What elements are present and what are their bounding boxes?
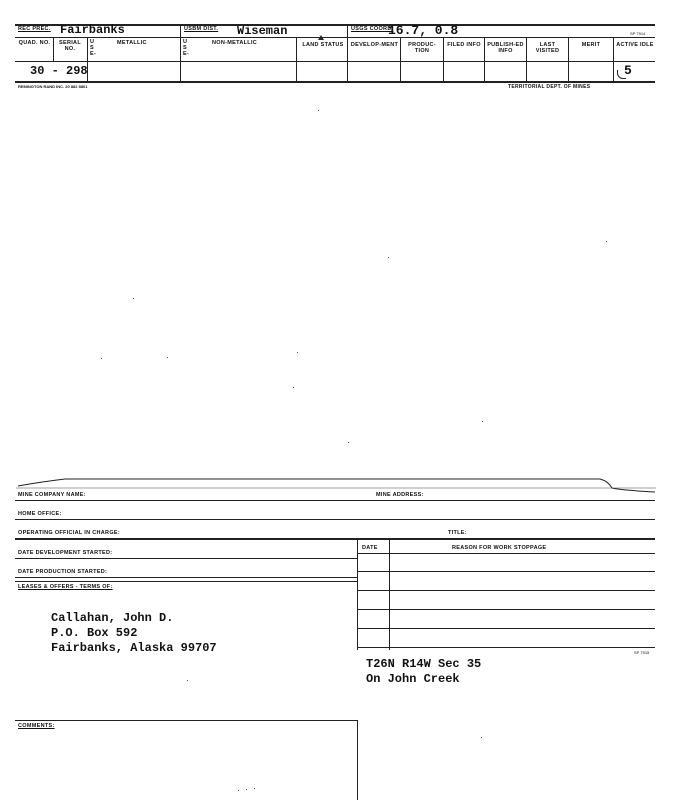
date-production-started-label: DATE PRODUCTION STARTED: <box>18 569 108 575</box>
merit-label: MERIT <box>581 42 601 48</box>
printer-line: REMINGTON RAND INC. 20 882 8801 <box>18 84 88 89</box>
non-metallic-label: NON-METALLIC <box>212 40 258 46</box>
development-label: DEVELOP-MENT <box>350 42 399 48</box>
form-number-bottom: SP 7915 <box>634 650 650 655</box>
rec-prec-label: REC PREC. <box>18 26 51 32</box>
speck <box>481 737 482 738</box>
speck <box>133 298 134 299</box>
quad-serial-value: 30 - 298 <box>30 64 88 78</box>
use-letters-metallic: U S E- <box>90 39 97 57</box>
location-line: On John Creek <box>366 672 460 686</box>
active-idle-mark: 5 <box>624 63 632 78</box>
last-visited-label: LAST VISITED <box>535 42 560 54</box>
speck <box>167 357 168 358</box>
owner-line: P.O. Box 592 <box>51 626 138 640</box>
metallic-label: METALLIC <box>117 40 147 46</box>
home-office-label: HOME OFFICE: <box>18 511 62 517</box>
usbm-dist-value: Wiseman <box>237 24 288 38</box>
form-number-top: SP 7914 <box>630 31 646 36</box>
location-block <box>366 657 481 687</box>
speck <box>254 788 255 789</box>
serial-no-label: SERIAL NO. <box>59 40 81 52</box>
active-idle-label: ACTIVE IDLE <box>616 42 654 48</box>
date-development-started-label: DATE DEVELOPMENT STARTED: <box>18 550 113 556</box>
quad-no-label: QUAD. NO. <box>18 40 51 46</box>
production-label: PRODUC-TION <box>408 42 436 54</box>
usgs-coord-value: 16.7, 0.8 <box>388 23 459 38</box>
location-line: T26N R14W Sec 35 <box>366 657 482 671</box>
reason-column-label: REASON FOR WORK STOPPAGE <box>452 545 547 551</box>
speck <box>246 789 247 790</box>
published-info-label: PUBLISH-ED INFO <box>487 42 524 54</box>
dept-line: TERRITORIAL DEPT. OF MINES <box>508 84 591 90</box>
date-column-label: DATE <box>362 545 378 551</box>
comments-label: COMMENTS: <box>18 723 55 729</box>
speck <box>348 442 349 443</box>
speck <box>318 110 319 111</box>
use-letters-nonmetallic: U S E- <box>183 39 190 57</box>
filed-info-label: FILED INFO <box>447 42 481 48</box>
operating-official-label: OPERATING OFFICIAL IN CHARGE: <box>18 530 120 536</box>
rec-prec-value: Fairbanks <box>60 23 125 37</box>
land-status-arrow-mark <box>318 35 324 40</box>
speck <box>238 790 239 791</box>
owner-line: Fairbanks, Alaska 99707 <box>51 641 217 655</box>
mine-address-label: MINE ADDRESS: <box>376 492 424 498</box>
speck <box>101 358 102 359</box>
speck <box>187 680 188 681</box>
speck <box>482 421 483 422</box>
speck <box>606 241 607 242</box>
active-idle-pen-mark <box>617 70 626 79</box>
speck <box>297 352 298 353</box>
owner-address-block <box>51 611 217 656</box>
owner-line: Callahan, John D. <box>51 611 174 625</box>
speck <box>293 387 294 388</box>
usgs-coord-label: USGS COORD. <box>351 26 394 32</box>
land-status-label: LAND STATUS <box>302 42 344 48</box>
usbm-dist-label: USBM DIST. <box>184 26 219 32</box>
title-label: TITLE: <box>448 530 467 536</box>
mine-company-label: MINE COMPANY NAME: <box>18 492 86 498</box>
speck <box>388 257 389 258</box>
leases-offers-label: LEASES & OFFERS - TERMS OF: <box>18 584 113 590</box>
